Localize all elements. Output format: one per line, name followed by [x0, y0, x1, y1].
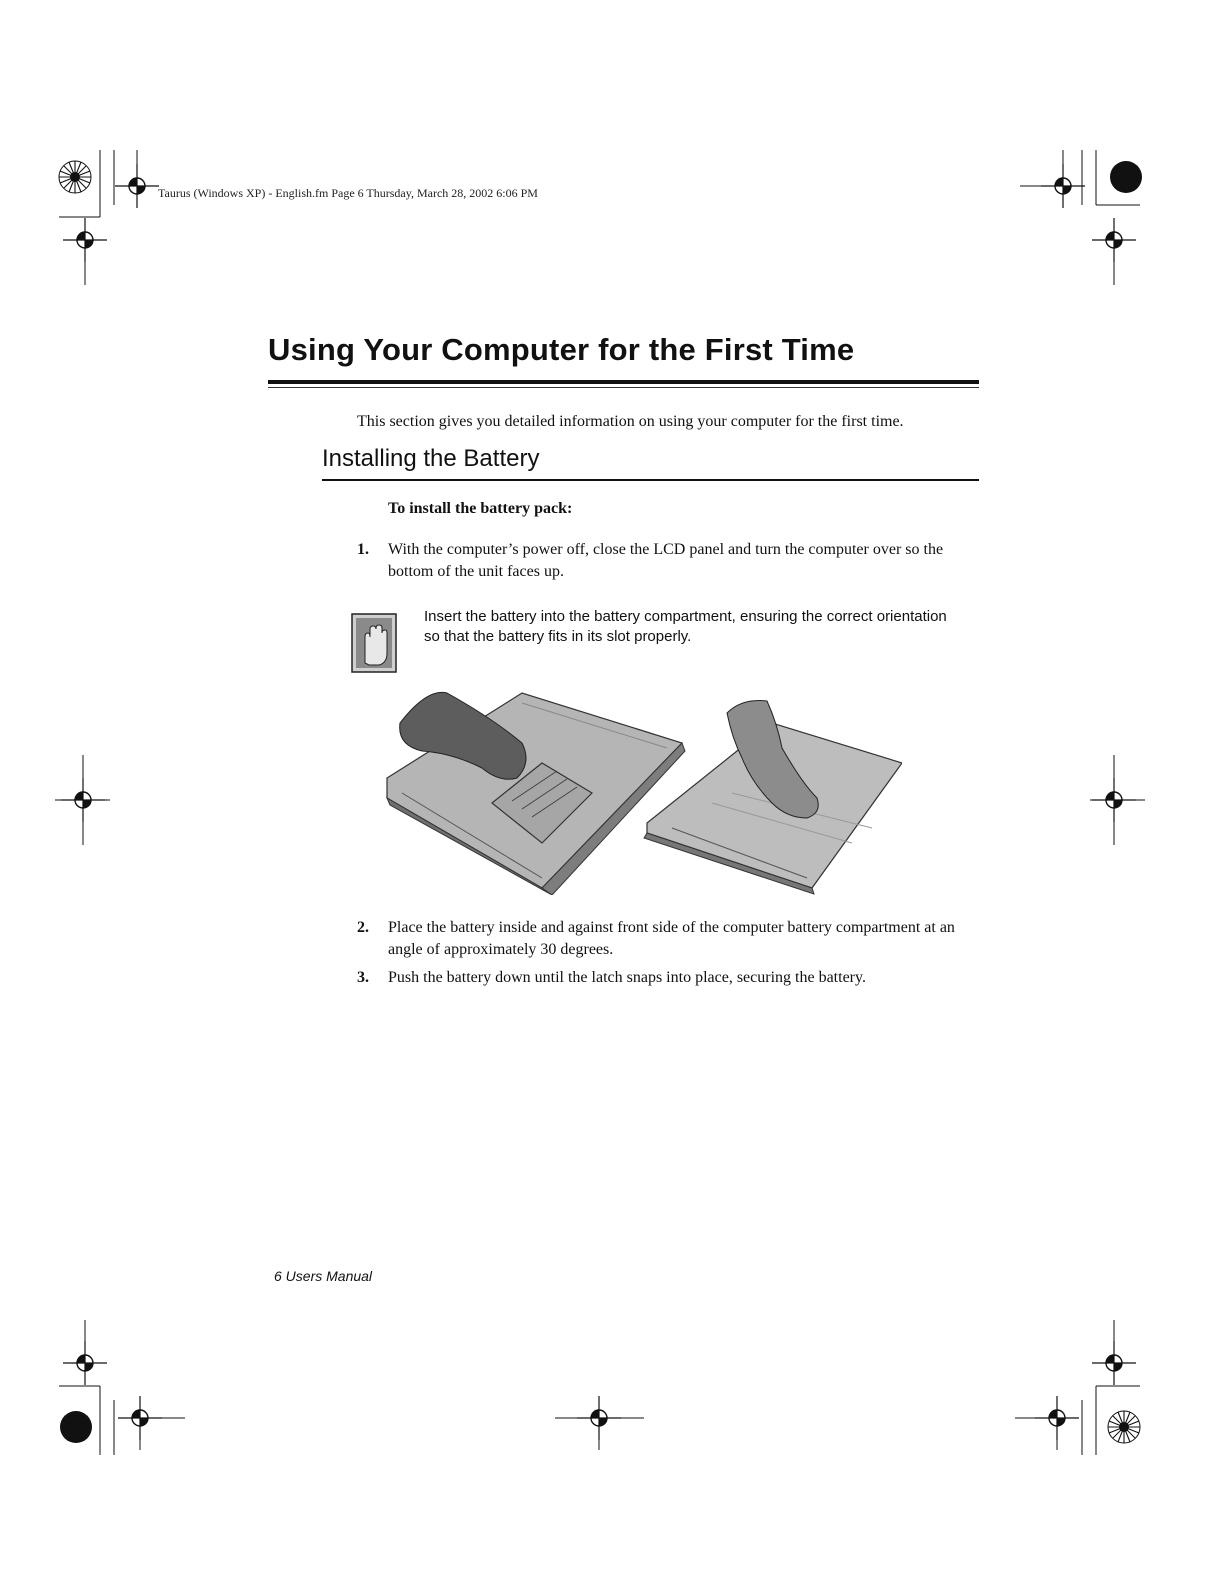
stop-hand-icon: [351, 613, 397, 678]
section-heading: Installing the Battery: [322, 445, 540, 472]
step-number: 3.: [357, 969, 369, 986]
step-text: With the computer’s power off, close the LCD panel and turn the computer over so the bottom of the unit faces up.: [388, 541, 944, 580]
print-stamp: Taurus (Windows XP) - English.fm Page 6 Thursday, March 28, 2002 6:06 PM: [158, 186, 538, 200]
section-rule: [322, 479, 979, 481]
battery-installation-illustration: [382, 683, 902, 900]
title-rule-thin: [268, 387, 979, 388]
registration-star-icon: [59, 161, 91, 193]
page-footer: 6 Users Manual: [274, 1268, 373, 1284]
title-rule: [268, 380, 979, 384]
step-text: Push the battery down until the latch snaps into place, securing the battery.: [388, 969, 866, 986]
step-2: [357, 917, 979, 961]
step-number: 1.: [357, 541, 369, 558]
registration-dot-icon: [1110, 161, 1142, 193]
step-number: 2.: [357, 919, 369, 936]
page-title: Using Your Computer for the First Time: [268, 332, 855, 367]
step-3: [357, 967, 979, 989]
step-text: Place the battery inside and against front side of the computer battery compartment at an angle of approximately 30 degrees.: [388, 919, 955, 958]
caution-text: Insert the battery into the battery compartment, ensuring the correct orientation so that the battery fits in its slot properly.: [424, 608, 947, 645]
step-1: [357, 539, 979, 583]
intro-paragraph: This section gives you detailed information on using your computer for the first time.: [357, 413, 904, 430]
procedure-heading: To install the battery pack:: [388, 500, 573, 517]
